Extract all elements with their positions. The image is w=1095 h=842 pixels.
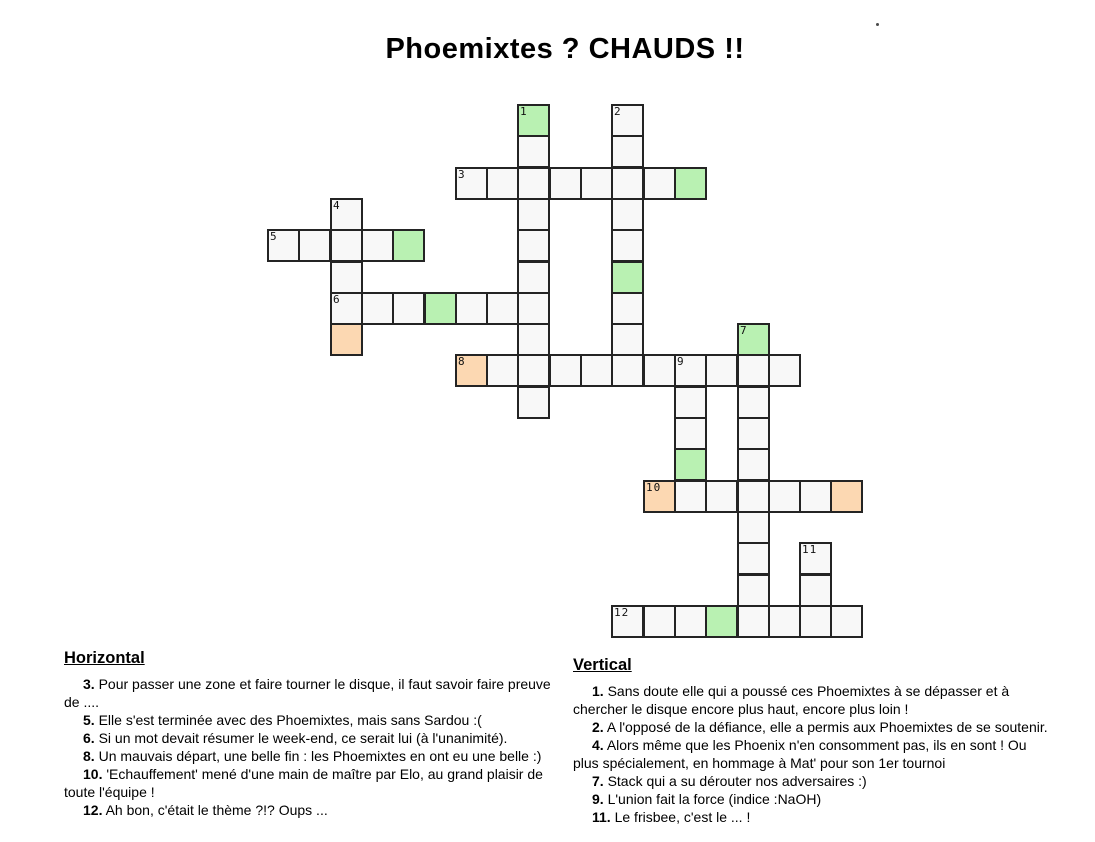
cell-number: 5: [270, 230, 278, 243]
grid-cell[interactable]: [705, 480, 738, 513]
clue-text: Elle s'est terminée avec des Phoemixtes, mais sans Sardou :(: [98, 712, 482, 728]
clue-number: 12.: [83, 802, 103, 818]
grid-cell[interactable]: [799, 542, 832, 575]
grid-cell[interactable]: [330, 292, 363, 325]
cell-number: 8: [458, 355, 466, 368]
clue-vertical-9: [573, 790, 1054, 808]
cell-number: 7: [740, 324, 748, 337]
grid-cell[interactable]: [455, 354, 488, 387]
clue-vertical-11: [573, 808, 1054, 826]
vertical-heading: Vertical: [573, 656, 632, 674]
grid-cell[interactable]: [424, 292, 457, 325]
clue-number: 8.: [83, 748, 95, 764]
clue-number: 1.: [592, 683, 604, 699]
vertical-clues-section: [573, 656, 1054, 826]
grid-cell[interactable]: [517, 135, 550, 168]
grid-cell[interactable]: [611, 229, 644, 262]
clue-horizontal-12: [64, 801, 564, 819]
grid-cell[interactable]: [737, 480, 770, 513]
cell-number: 6: [333, 293, 341, 306]
grid-cell[interactable]: [517, 354, 550, 387]
grid-cell[interactable]: [674, 480, 707, 513]
grid-cell[interactable]: [549, 354, 582, 387]
clue-number: 3.: [83, 676, 95, 692]
clue-text: L'union fait la force (indice :NaOH): [607, 791, 822, 807]
grid-cell[interactable]: [267, 229, 300, 262]
grid-cell[interactable]: [830, 480, 863, 513]
grid-cell[interactable]: [611, 167, 644, 200]
grid-cell[interactable]: [392, 229, 425, 262]
cell-number: 10: [646, 481, 662, 494]
grid-cell[interactable]: [674, 386, 707, 419]
grid-cell[interactable]: [705, 354, 738, 387]
clue-text: 'Echauffement' mené d'une main de maître par Elo, au grand plaisir de toute l'équipe !: [64, 766, 543, 800]
clue-number: 5.: [83, 712, 95, 728]
grid-cell[interactable]: [643, 354, 676, 387]
grid-cell[interactable]: [799, 574, 832, 607]
grid-cell[interactable]: [611, 292, 644, 325]
clue-number: 2.: [592, 719, 604, 735]
grid-cell[interactable]: [486, 292, 519, 325]
clue-number: 11.: [592, 809, 611, 825]
clue-text: Sans doute elle qui a poussé ces Phoemixtes à se dépasser et à chercher le disque encore plus haut, encore plus loin !: [573, 683, 1010, 717]
grid-cell[interactable]: [737, 354, 770, 387]
grid-cell[interactable]: [643, 605, 676, 638]
grid-cell[interactable]: [643, 480, 676, 513]
clue-horizontal-8: [64, 747, 564, 765]
horizontal-clues-section: [64, 649, 564, 819]
clue-text: Si un mot devait résumer le week-end, ce serait lui (à l'unanimité).: [98, 730, 508, 746]
grid-cell[interactable]: [674, 167, 707, 200]
clue-vertical-4: [573, 736, 1054, 772]
grid-cell[interactable]: [737, 605, 770, 638]
grid-cell[interactable]: [611, 104, 644, 137]
grid-cell[interactable]: [517, 292, 550, 325]
grid-cell[interactable]: [737, 323, 770, 356]
grid-cell[interactable]: [330, 323, 363, 356]
clue-vertical-1: [573, 682, 1054, 718]
grid-cell[interactable]: [674, 605, 707, 638]
clue-text: A l'opposé de la défiance, elle a permis aux Phoemixtes de se soutenir.: [606, 719, 1048, 735]
horizontal-heading: Horizontal: [64, 649, 145, 667]
grid-cell[interactable]: [737, 386, 770, 419]
grid-cell[interactable]: [799, 605, 832, 638]
cell-number: 2: [614, 105, 622, 118]
cell-number: 9: [677, 355, 685, 368]
grid-cell[interactable]: [611, 605, 644, 638]
grid-cell[interactable]: [517, 386, 550, 419]
clue-text: Pour passer une zone et faire tourner le disque, il faut savoir faire preuve de ....: [64, 676, 551, 710]
grid-cell[interactable]: [455, 292, 488, 325]
grid-cell[interactable]: [330, 229, 363, 262]
clue-text: Stack qui a su dérouter nos adversaires :): [607, 773, 867, 789]
grid-cell[interactable]: [330, 261, 363, 294]
grid-cell[interactable]: [674, 354, 707, 387]
grid-cell[interactable]: [611, 323, 644, 356]
grid-cell[interactable]: [361, 229, 394, 262]
grid-cell[interactable]: [455, 167, 488, 200]
grid-cell[interactable]: [611, 261, 644, 294]
cell-number: 12: [614, 606, 630, 619]
cell-number: 4: [333, 199, 341, 212]
grid-cell[interactable]: [705, 605, 738, 638]
cell-number: 1: [520, 105, 528, 118]
grid-cell[interactable]: [580, 354, 613, 387]
grid-cell[interactable]: [611, 135, 644, 168]
clue-number: 7.: [592, 773, 604, 789]
grid-cell[interactable]: [517, 261, 550, 294]
clue-vertical-2: [573, 718, 1054, 736]
grid-cell[interactable]: [768, 354, 801, 387]
grid-cell[interactable]: [768, 480, 801, 513]
grid-cell[interactable]: [737, 511, 770, 544]
clue-number: 4.: [592, 737, 604, 753]
grid-cell[interactable]: [486, 354, 519, 387]
clue-text: Ah bon, c'était le thème ?!? Oups ...: [105, 802, 328, 818]
clue-horizontal-5: [64, 711, 564, 729]
grid-cell[interactable]: [486, 167, 519, 200]
grid-cell[interactable]: [298, 229, 331, 262]
grid-cell[interactable]: [517, 167, 550, 200]
clue-text: Un mauvais départ, une belle fin : les Phoemixtes en ont eu une belle :): [98, 748, 542, 764]
page-title: Phoemixtes ? CHAUDS !!: [385, 33, 745, 65]
grid-cell[interactable]: [737, 417, 770, 450]
cell-number: 11: [802, 543, 818, 556]
grid-cell[interactable]: [799, 480, 832, 513]
grid-cell[interactable]: [549, 167, 582, 200]
grid-cell[interactable]: [674, 417, 707, 450]
clue-text: Le frisbee, c'est le ... !: [614, 809, 751, 825]
clue-horizontal-6: [64, 729, 564, 747]
grid-cell[interactable]: [830, 605, 863, 638]
clue-number: 9.: [592, 791, 604, 807]
grid-cell[interactable]: [517, 198, 550, 231]
grid-cell[interactable]: [737, 574, 770, 607]
grid-cell[interactable]: [517, 229, 550, 262]
clue-horizontal-10: [64, 765, 564, 801]
grid-cell[interactable]: [611, 198, 644, 231]
grid-cell[interactable]: [737, 448, 770, 481]
grid-cell[interactable]: [392, 292, 425, 325]
clue-number: 6.: [83, 730, 95, 746]
cell-number: 3: [458, 168, 466, 181]
grid-cell[interactable]: [611, 354, 644, 387]
clue-text: Alors même que les Phoenix n'en consomment pas, ils en sont ! Ou plus spécialement, en hommage à Mat' pour son 1er tournoi: [573, 737, 1027, 771]
clue-horizontal-3: [64, 675, 564, 711]
grid-cell[interactable]: [643, 167, 676, 200]
grid-cell[interactable]: [768, 605, 801, 638]
grid-cell[interactable]: [737, 542, 770, 575]
grid-cell[interactable]: [674, 448, 707, 481]
grid-cell[interactable]: [517, 323, 550, 356]
grid-cell[interactable]: [330, 198, 363, 231]
grid-cell[interactable]: [517, 104, 550, 137]
grid-cell[interactable]: [580, 167, 613, 200]
clue-number: 10.: [83, 766, 103, 782]
clue-vertical-7: [573, 772, 1054, 790]
grid-cell[interactable]: [361, 292, 394, 325]
